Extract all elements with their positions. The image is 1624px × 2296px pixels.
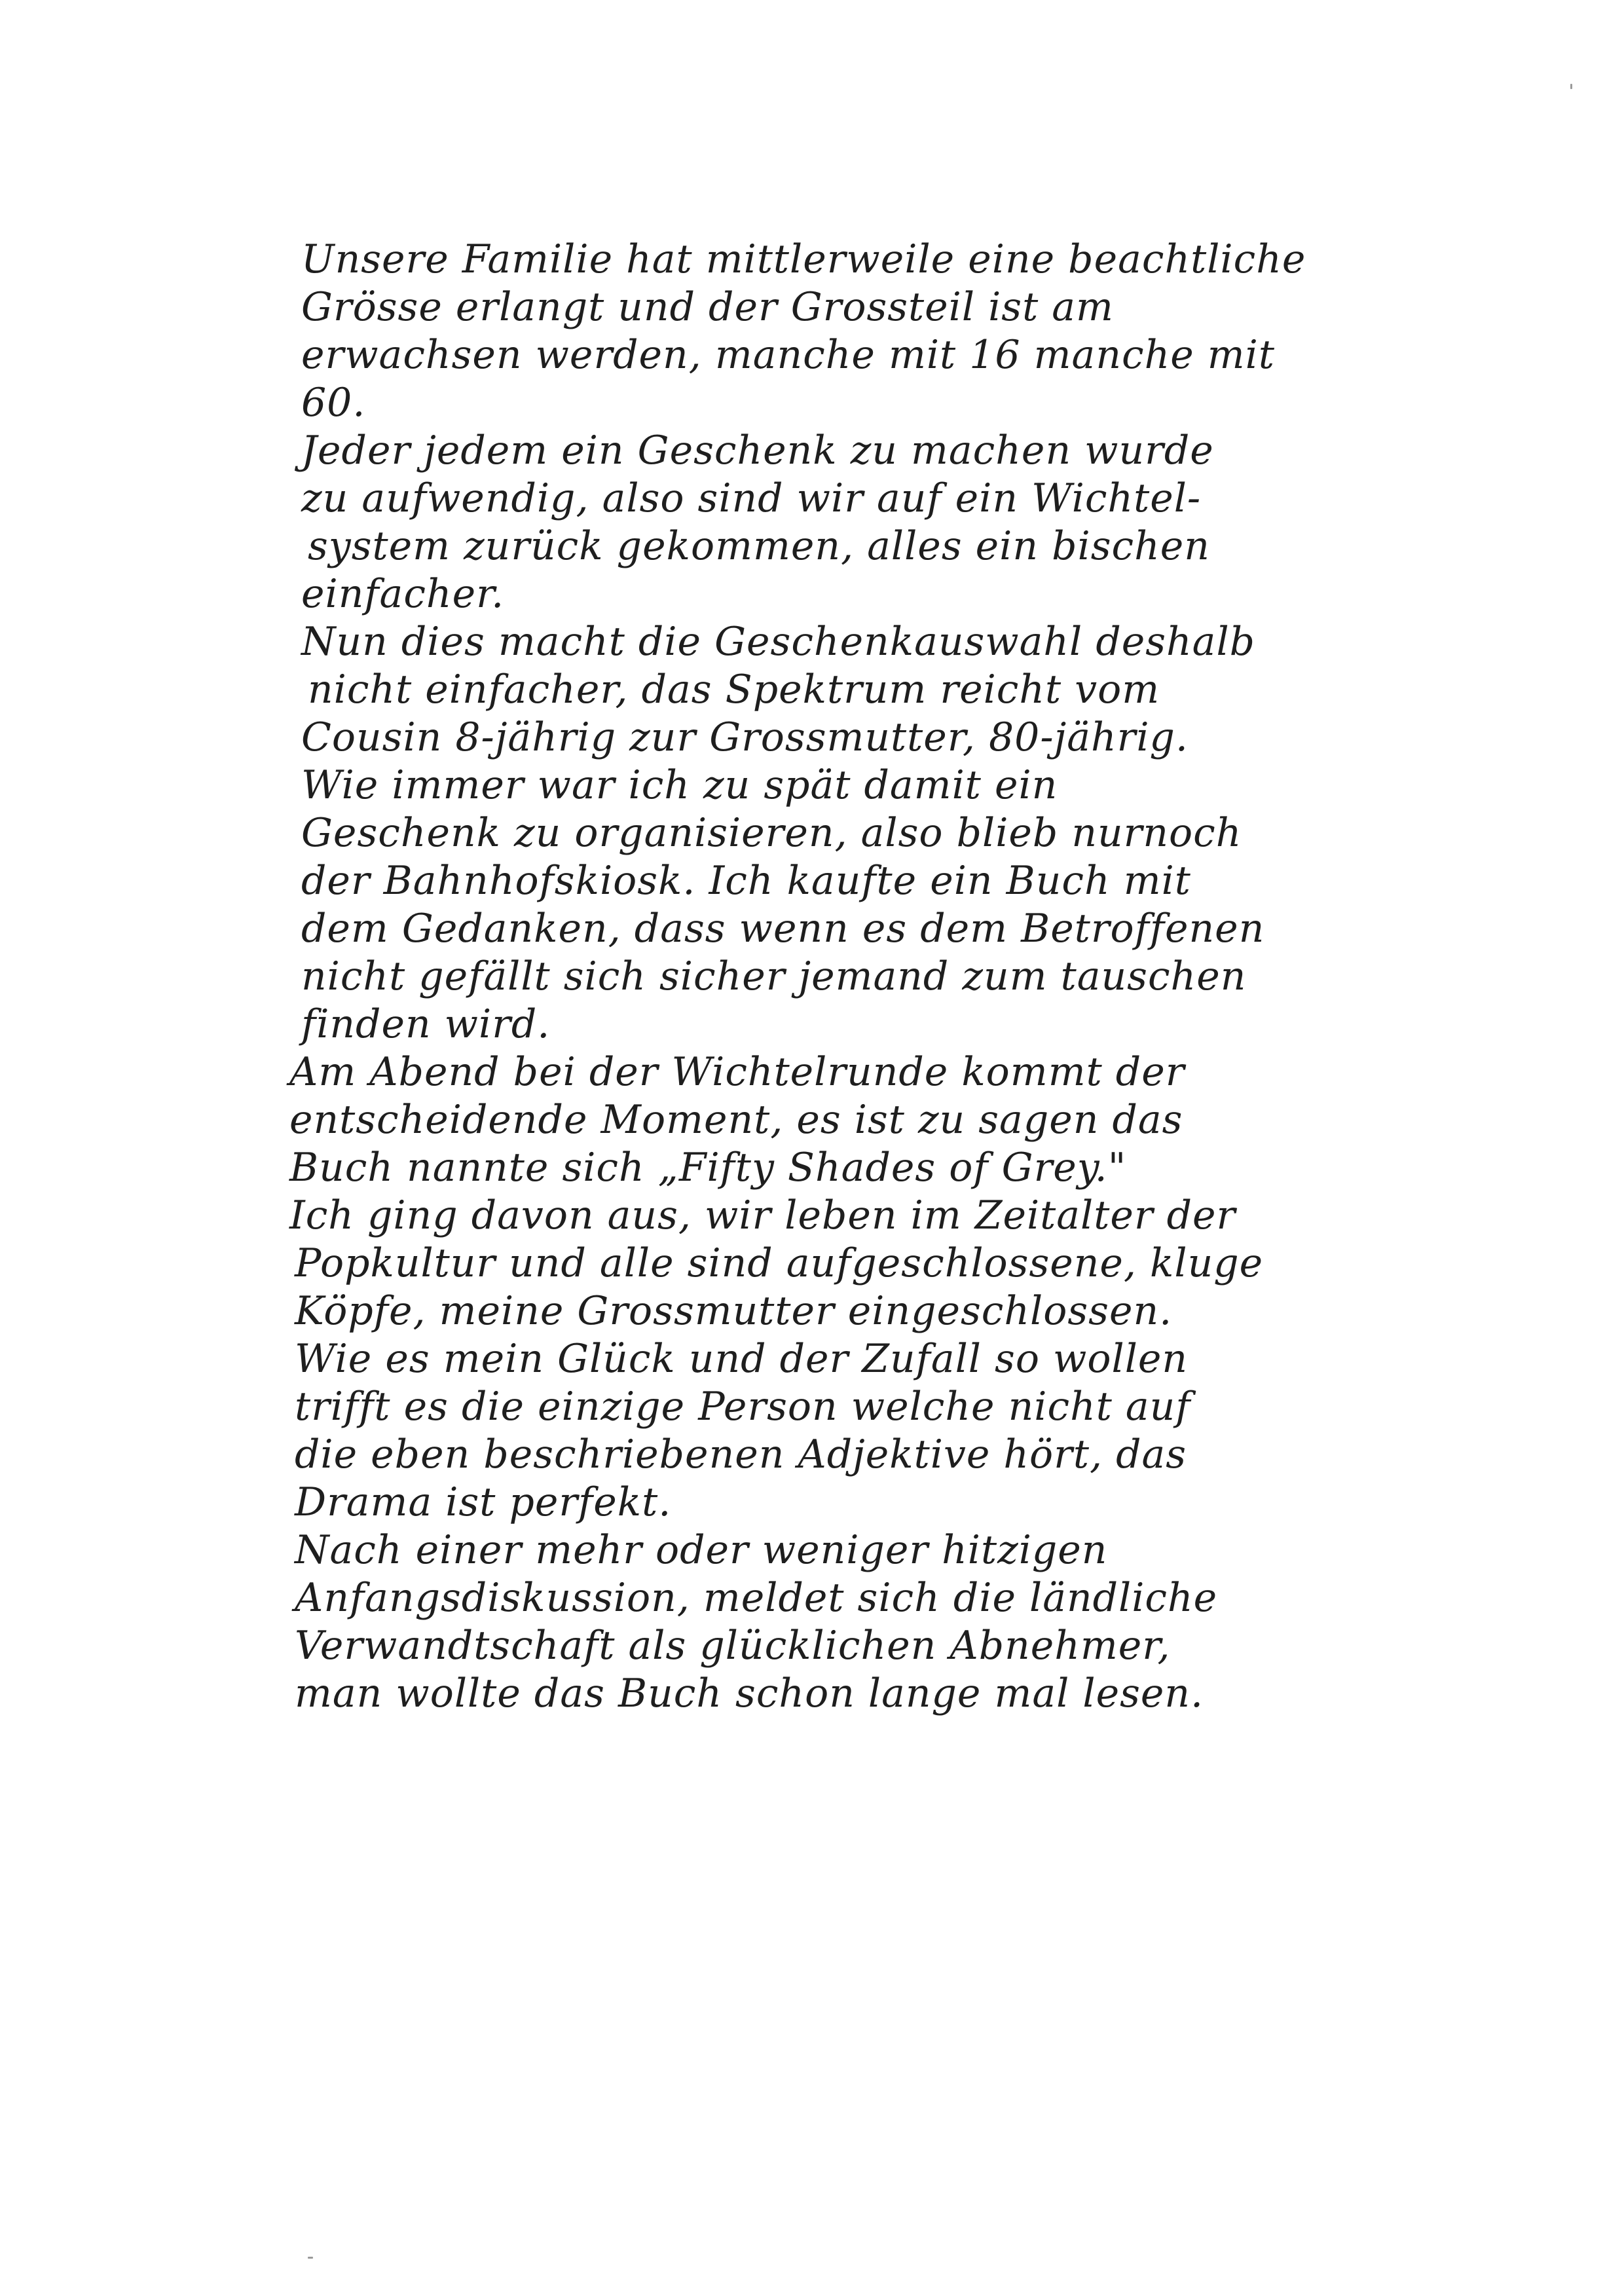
handwritten-line: 60. [301, 380, 366, 426]
handwritten-line: Grösse erlangt und der Grossteil ist am [301, 284, 1114, 330]
handwritten-line: Wie es mein Glück und der Zufall so wollen [295, 1336, 1189, 1382]
handwritten-line: der Bahnhofskiosk. Ich kaufte ein Buch mit [301, 858, 1191, 904]
handwritten-line: entscheidende Moment, es ist zu sagen das [289, 1097, 1183, 1143]
handwritten-line: Buch nannte sich „Fifty Shades of Grey." [289, 1145, 1127, 1191]
handwritten-line: trifft es die einzige Person welche nicht auf [295, 1384, 1191, 1430]
handwritten-line: einfacher. [301, 571, 505, 617]
handwritten-line: Drama ist perfekt. [295, 1479, 672, 1525]
handwritten-line: system zurück gekommen, alles ein bischen [308, 523, 1210, 569]
handwritten-line: Jeder jedem ein Geschenk zu machen wurde [301, 428, 1214, 473]
handwritten-line: Nun dies macht die Geschenkauswahl deshalb [301, 619, 1256, 665]
handwritten-line: man wollte das Buch schon lange mal lesen. [295, 1671, 1204, 1716]
handwritten-line: finden wird. [301, 1001, 551, 1047]
handwritten-line: Popkultur und alle sind aufgeschlossene, kluge [295, 1240, 1264, 1286]
handwritten-line: erwachsen werden, manche mit 16 manche mit [301, 332, 1275, 378]
handwritten-letter-text [289, 236, 1349, 1718]
handwritten-line: Verwandtschaft als glücklichen Abnehmer, [295, 1623, 1171, 1669]
handwritten-line: Wie immer war ich zu spät damit ein [301, 762, 1058, 808]
handwritten-line: Unsere Familie hat mittlerweile eine beachtliche [301, 236, 1306, 282]
handwritten-line: zu aufwendig, also sind wir auf ein Wichtel- [301, 475, 1202, 521]
handwritten-line: Ich ging davon aus, wir leben im Zeitalter der [289, 1193, 1236, 1238]
handwritten-line: Cousin 8-jährig zur Grossmutter, 80-jährig. [301, 714, 1189, 760]
handwritten-line: nicht gefällt sich sicher jemand zum tauschen [301, 954, 1247, 999]
handwritten-line: Nach einer mehr oder weniger hitzigen [295, 1527, 1108, 1573]
handwritten-line: Geschenk zu organisieren, also blieb nurnoch [301, 810, 1242, 856]
scan-speck [308, 2257, 313, 2259]
handwritten-line: Anfangsdiskussion, meldet sich die ländliche [295, 1575, 1218, 1621]
handwritten-line: Am Abend bei der Wichtelrunde kommt der [289, 1049, 1185, 1095]
handwritten-line: die eben beschriebenen Adjektive hört, das [295, 1432, 1187, 1477]
handwritten-line: dem Gedanken, dass wenn es dem Betroffenen [301, 906, 1265, 952]
handwritten-line: nicht einfacher, das Spektrum reicht vom [308, 667, 1160, 713]
handwritten-line: Köpfe, meine Grossmutter eingeschlossen. [295, 1288, 1173, 1334]
scan-speck [1570, 84, 1572, 89]
